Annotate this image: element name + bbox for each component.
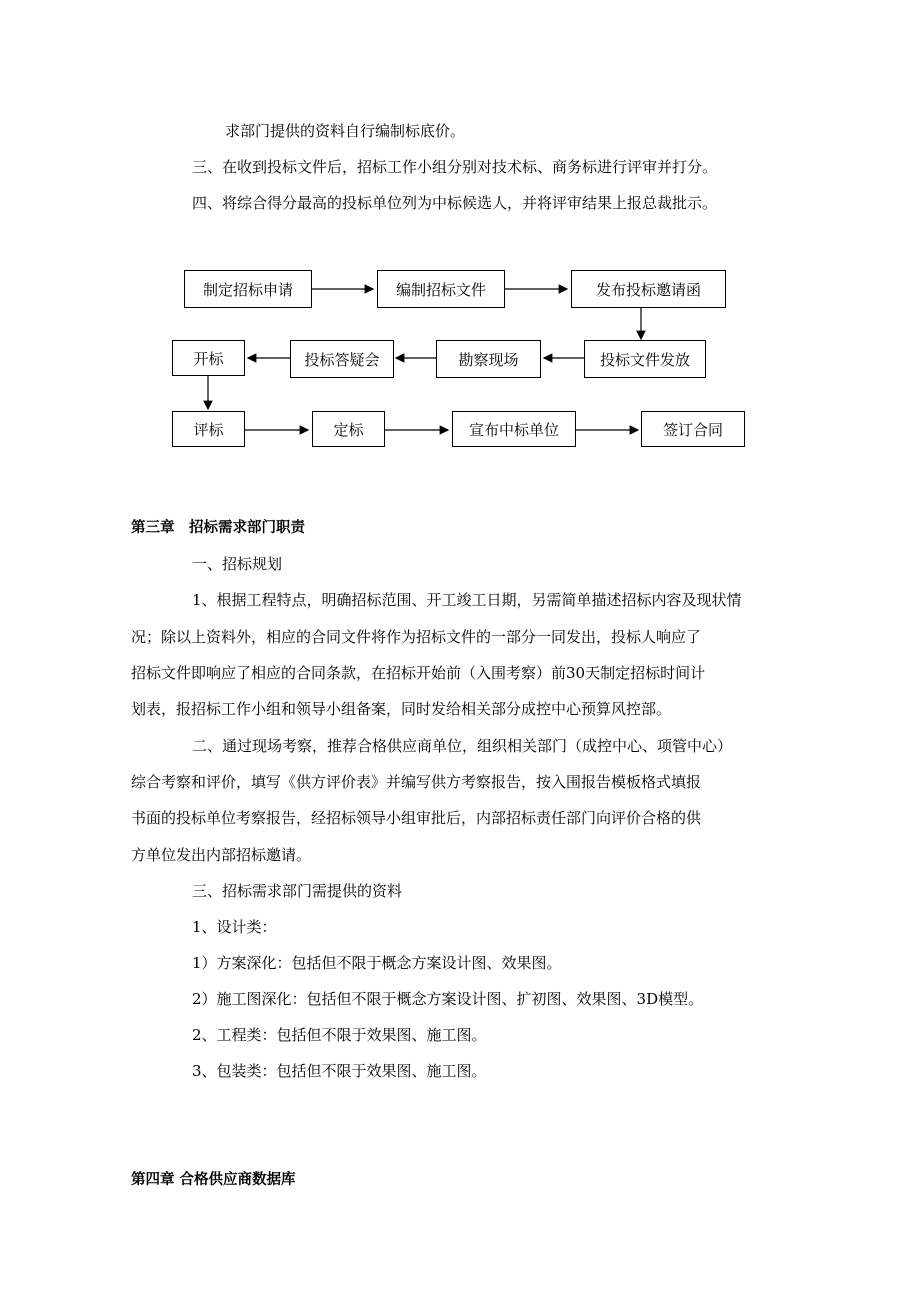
paragraph-line: 3、包装类：包括但不限于效果图、施工图。 <box>192 1062 487 1080</box>
flow-step-open-bid: 开标 <box>172 340 245 376</box>
flow-step-announce: 宣布中标单位 <box>452 411 576 447</box>
flow-step-distribute: 投标文件发放 <box>584 340 706 378</box>
flow-step-evaluate: 评标 <box>172 411 245 447</box>
paragraph-line: 招标文件即响应了相应的合同条款，在招标开始前（入围考察）前30天制定招标时间计 <box>131 664 706 682</box>
paragraph-line: 三、在收到投标文件后，招标工作小组分别对技术标、商务标进行评审并打分。 <box>192 158 718 176</box>
chapter3-title: 第三章 招标需求部门职责 <box>131 520 305 536</box>
flow-step-qa: 投标答疑会 <box>290 340 394 378</box>
flow-step-decide: 定标 <box>312 411 385 447</box>
flow-step-prepare-docs: 编制招标文件 <box>377 270 505 308</box>
paragraph-line: 况；除以上资料外，相应的合同文件将作为招标文件的一部分一同发出，投标人响应了 <box>131 628 702 646</box>
paragraph-line: 1、设计类： <box>192 918 277 936</box>
chapter4-title: 第四章 合格供应商数据库 <box>131 1172 296 1188</box>
paragraph-line: 二、通过现场考察，推荐合格供应商单位，组织相关部门（成控中心、项管中心） <box>192 737 733 755</box>
flowchart-arrows <box>0 0 920 460</box>
flow-step-invitation: 发布投标邀请函 <box>571 270 726 308</box>
flow-step-contract: 签订合同 <box>641 411 745 447</box>
paragraph-line: 四、将综合得分最高的投标单位列为中标候选人，并将评审结果上报总裁批示。 <box>192 194 718 212</box>
paragraph-line: 书面的投标单位考察报告，经招标领导小组审批后，内部招标责任部门向评价合格的供 <box>131 809 702 827</box>
paragraph-line: 一、招标规划 <box>192 555 283 573</box>
paragraph-line: 2、工程类：包括但不限于效果图、施工图。 <box>192 1026 487 1044</box>
paragraph-line: 划表，报招标工作小组和领导小组备案，同时发给相关部分成控中心预算风控部。 <box>131 700 672 718</box>
paragraph-line: 三、招标需求部门需提供的资料 <box>192 882 403 900</box>
paragraph-line: 1、根据工程特点，明确招标范围、开工竣工日期，另需简单描述招标内容及现状情 <box>192 591 742 609</box>
flow-step-survey: 勘察现场 <box>436 340 541 378</box>
paragraph-line: 综合考察和评价，填写《供方评价表》并编写供方考察报告，按入围报告模板格式填报 <box>131 773 702 791</box>
paragraph-line: 1）方案深化：包括但不限于概念方案设计图、效果图。 <box>192 954 562 972</box>
paragraph-line: 方单位发出内部招标邀请。 <box>131 846 312 864</box>
paragraph-line: 求部门提供的资料自行编制标底价。 <box>225 122 466 140</box>
flow-step-apply: 制定招标申请 <box>184 270 312 308</box>
paragraph-line: 2）施工图深化：包括但不限于概念方案设计图、扩初图、效果图、3D模型。 <box>192 990 704 1008</box>
